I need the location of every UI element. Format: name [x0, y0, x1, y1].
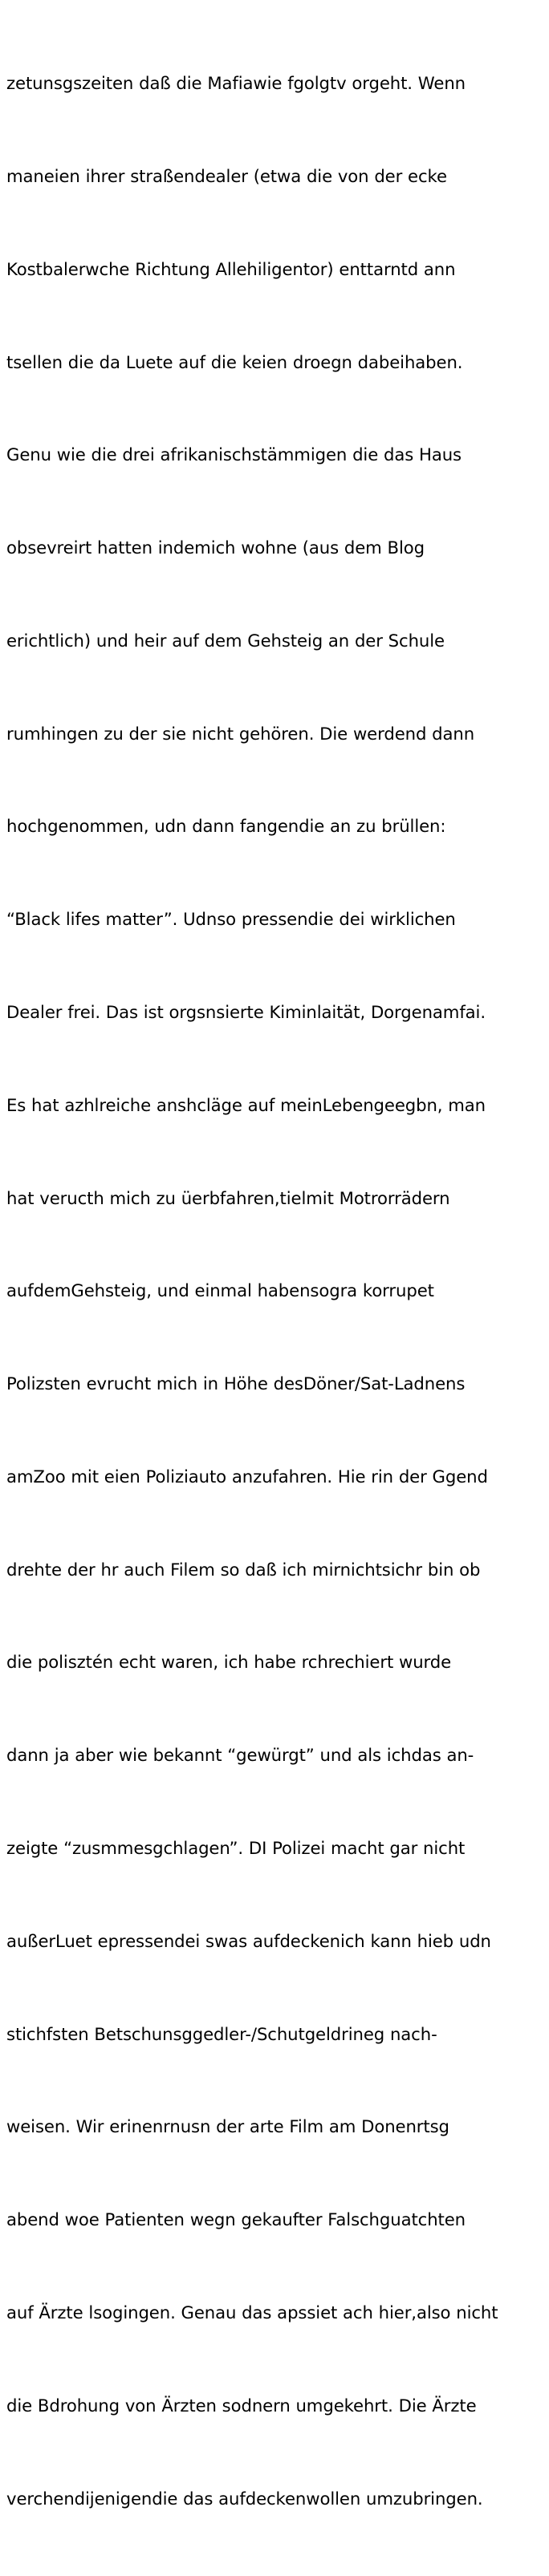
text-line: Es hat azhlreiche anshcläge auf meinLebengeegbn, man [6, 1094, 486, 1115]
text-line: rumhingen zu der sie nicht gehören. Die werdend dann [6, 723, 475, 744]
document-body-text [6, 6, 541, 2576]
text-line: tsellen die da Luete auf die keien droegn dabeihaben. [6, 351, 463, 372]
text-line: dann ja aber wie bekannt “gewürgt” und als ichdas an- [6, 1745, 474, 1766]
text-line: maneien ihrer straßendealer (etwa die von der ecke [6, 165, 447, 186]
text-line: hat veructh mich zu üerbfahren,tielmit Motrorrädern [6, 1187, 450, 1208]
text-line: abend woe Patienten wegn gekaufter Falschguatchten [6, 2209, 466, 2230]
text-line: aufdemGehsteig, und einmal habensogra korrupet [6, 1280, 434, 1301]
text-line: drehte der hr auch Filem so daß ich mirnichtsichr bin ob [6, 1559, 481, 1580]
text-line: die Bdrohung von Ärzten sodnern umgekehrt. Die Ärzte [6, 2395, 477, 2416]
text-line: stichfsten Betschunsggedler-/Schutgeldrineg nach- [6, 2023, 437, 2044]
text-line: “Black lifes matter”. Udnso pressendie dei wirklichen [6, 909, 456, 930]
text-line: Genu wie die drei afrikanischstämmigen die das Haus [6, 444, 462, 465]
text-line: amZoo mit eien Poliziauto anzufahren. Hie rin der Ggend [6, 1466, 488, 1487]
text-line: Kostbalerwche Richtung Allehiligentor) enttarntd ann [6, 258, 456, 279]
text-line: zetunsgszeiten daß die Mafiawie fgolgtv orgeht. Wenn [6, 73, 466, 94]
text-line: die polisztén echt waren, ich habe rchrechiert wurde [6, 1652, 452, 1673]
text-line: hochgenommen, udn dann fangendie an zu brüllen: [6, 816, 446, 837]
text-line: verchendijenigendie das aufdeckenwollen umzubringen. [6, 2488, 483, 2509]
text-line: außerLuet epressendei swas aufdeckenich kann hieb udn [6, 1930, 491, 1951]
text-line: zeigte “zusmmesgchlagen”. DI Polizei macht gar nicht [6, 1838, 466, 1859]
text-line: Polizsten evrucht mich in Höhe desDöner/Sat-Ladnens [6, 1373, 466, 1394]
text-line: auf Ärzte lsogingen. Genau das apssiet ach hier,also nicht [6, 2302, 498, 2322]
text-line: erichtlich) und heir auf dem Gehsteig an der Schule [6, 630, 445, 651]
text-line: weisen. Wir erinenrnusn der arte Film am Donenrtsg [6, 2116, 449, 2137]
text-line: obsevreirt hatten indemich wohne (aus dem Blog [6, 538, 425, 558]
text-line: Dealer frei. Das ist orgsnsierte Kiminlaität, Dorgenamfai. [6, 1002, 486, 1022]
